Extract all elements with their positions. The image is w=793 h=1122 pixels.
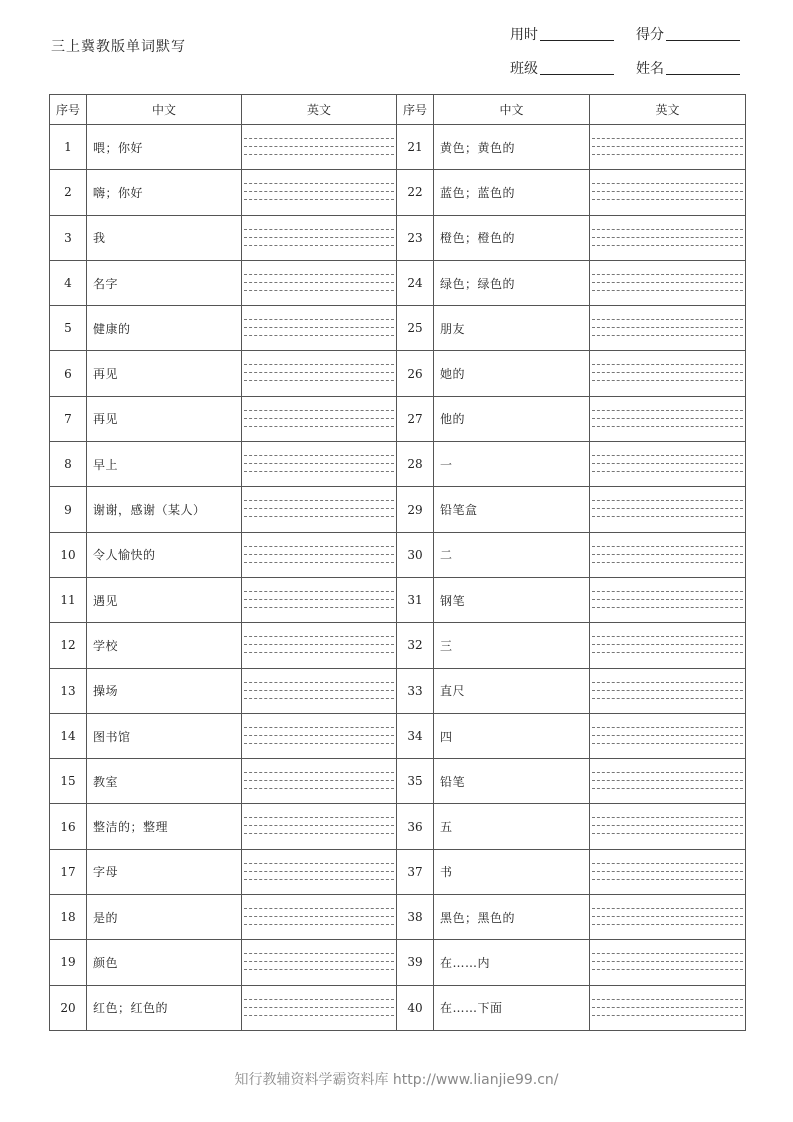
row-number-left: 7 [50, 396, 87, 441]
row-number-left: 8 [50, 442, 87, 487]
row-number-right: 27 [397, 396, 434, 441]
table-row [50, 577, 746, 622]
row-number-left: 5 [50, 306, 87, 351]
english-answer-left[interactable] [242, 623, 397, 668]
chinese-word-left: 喂；你好 [87, 125, 242, 170]
writing-guide-line [244, 599, 394, 600]
writing-guide-line [592, 237, 743, 238]
writing-guide-line [244, 682, 394, 683]
table-row [50, 668, 746, 713]
writing-guide-line [592, 508, 743, 509]
chinese-word-right: 他的 [434, 396, 590, 441]
row-number-right: 33 [397, 668, 434, 713]
english-answer-left[interactable] [242, 487, 397, 532]
row-number-left: 15 [50, 759, 87, 804]
row-number-right: 21 [397, 125, 434, 170]
table-row [50, 985, 746, 1030]
table-row [50, 849, 746, 894]
english-answer-left[interactable] [242, 260, 397, 305]
row-number-right: 38 [397, 895, 434, 940]
score-label: 得分 [636, 27, 664, 43]
time-label: 用时 [510, 27, 538, 43]
writing-guide-line [244, 319, 394, 320]
chinese-word-right: 在……内 [434, 940, 590, 985]
time-blank[interactable] [540, 39, 614, 41]
english-answer-right[interactable] [590, 623, 746, 668]
name-blank[interactable] [666, 73, 740, 75]
english-answer-left[interactable] [242, 577, 397, 622]
writing-guide-line [592, 682, 743, 683]
chinese-word-right: 一 [434, 442, 590, 487]
writing-guide-line [244, 743, 394, 744]
writing-guide-line [244, 274, 394, 275]
english-answer-right[interactable] [590, 759, 746, 804]
row-number-left: 17 [50, 849, 87, 894]
chinese-word-left: 我 [87, 215, 242, 260]
chinese-word-left: 嗨；你好 [87, 170, 242, 215]
writing-guide-line [244, 138, 394, 139]
english-answer-left[interactable] [242, 849, 397, 894]
writing-guide-line [244, 508, 394, 509]
english-answer-left[interactable] [242, 170, 397, 215]
writing-guide-line [592, 138, 743, 139]
writing-guide-line [592, 229, 743, 230]
writing-guide-line [592, 863, 743, 864]
table-row [50, 532, 746, 577]
chinese-word-right: 四 [434, 713, 590, 758]
writing-guide-line [244, 863, 394, 864]
english-answer-left[interactable] [242, 125, 397, 170]
writing-guide-line [592, 426, 743, 427]
writing-guide-line [592, 727, 743, 728]
writing-guide-line [244, 1015, 394, 1016]
writing-guide-line [592, 516, 743, 517]
writing-guide-line [592, 916, 743, 917]
writing-guide-line [244, 290, 394, 291]
chinese-word-left: 学校 [87, 623, 242, 668]
writing-guide-line [244, 372, 394, 373]
writing-guide-line [244, 735, 394, 736]
writing-guide-line [244, 426, 394, 427]
writing-guide-line [592, 772, 743, 773]
writing-guide-line [244, 229, 394, 230]
writing-guide-line [244, 780, 394, 781]
writing-guide-line [244, 953, 394, 954]
english-answer-right[interactable] [590, 713, 746, 758]
chinese-word-right: 黑色；黑色的 [434, 895, 590, 940]
writing-guide-line [592, 780, 743, 781]
row-number-left: 1 [50, 125, 87, 170]
chinese-word-right: 蓝色；蓝色的 [434, 170, 590, 215]
table-row [50, 125, 746, 170]
chinese-word-left: 操场 [87, 668, 242, 713]
writing-guide-line [592, 1007, 743, 1008]
writing-guide-line [244, 327, 394, 328]
writing-guide-line [592, 908, 743, 909]
row-number-left: 2 [50, 170, 87, 215]
writing-guide-line [592, 191, 743, 192]
chinese-word-right: 二 [434, 532, 590, 577]
writing-guide-line [244, 191, 394, 192]
class-blank[interactable] [540, 73, 614, 75]
chinese-word-left: 谢谢，感谢（某人） [87, 487, 242, 532]
writing-guide-line [592, 146, 743, 147]
table-row [50, 170, 746, 215]
row-number-left: 10 [50, 532, 87, 577]
table-row [50, 215, 746, 260]
writing-guide-line [592, 500, 743, 501]
writing-guide-line [244, 969, 394, 970]
chinese-word-left: 健康的 [87, 306, 242, 351]
col-header-index-right: 序号 [397, 95, 434, 125]
chinese-word-right: 直尺 [434, 668, 590, 713]
table-row [50, 351, 746, 396]
col-header-chinese-right: 中文 [434, 95, 590, 125]
row-number-left: 13 [50, 668, 87, 713]
writing-guide-line [244, 961, 394, 962]
english-answer-right[interactable] [590, 940, 746, 985]
writing-guide-line [244, 364, 394, 365]
english-answer-left[interactable] [242, 895, 397, 940]
writing-guide-line [592, 953, 743, 954]
writing-guide-line [244, 380, 394, 381]
writing-guide-line [592, 652, 743, 653]
writing-guide-line [592, 591, 743, 592]
writing-guide-line [592, 290, 743, 291]
writing-guide-line [244, 199, 394, 200]
col-header-english-right: 英文 [590, 95, 746, 125]
writing-guide-line [592, 636, 743, 637]
score-blank[interactable] [666, 39, 740, 41]
english-answer-left[interactable] [242, 396, 397, 441]
score-field [636, 24, 740, 44]
table-row [50, 804, 746, 849]
english-answer-left[interactable] [242, 668, 397, 713]
english-answer-right[interactable] [590, 985, 746, 1030]
writing-guide-line [592, 418, 743, 419]
class-label: 班级 [510, 61, 538, 77]
row-number-left: 14 [50, 713, 87, 758]
writing-guide-line [244, 237, 394, 238]
row-number-right: 22 [397, 170, 434, 215]
english-answer-left[interactable] [242, 532, 397, 577]
chinese-word-left: 教室 [87, 759, 242, 804]
english-answer-left[interactable] [242, 442, 397, 487]
chinese-word-left: 再见 [87, 351, 242, 396]
english-answer-right[interactable] [590, 170, 746, 215]
chinese-word-right: 五 [434, 804, 590, 849]
english-answer-left[interactable] [242, 713, 397, 758]
chinese-word-right: 三 [434, 623, 590, 668]
row-number-left: 12 [50, 623, 87, 668]
chinese-word-left: 整洁的；整理 [87, 804, 242, 849]
writing-guide-line [592, 245, 743, 246]
row-number-right: 35 [397, 759, 434, 804]
row-number-right: 40 [397, 985, 434, 1030]
writing-guide-line [244, 644, 394, 645]
writing-guide-line [244, 245, 394, 246]
chinese-word-left: 名字 [87, 260, 242, 305]
row-number-left: 11 [50, 577, 87, 622]
chinese-word-left: 红色；红色的 [87, 985, 242, 1030]
class-field [510, 58, 614, 78]
english-answer-right[interactable] [590, 895, 746, 940]
english-answer-right[interactable] [590, 306, 746, 351]
writing-guide-line [592, 410, 743, 411]
col-header-chinese-left: 中文 [87, 95, 242, 125]
writing-guide-line [592, 282, 743, 283]
writing-guide-line [592, 199, 743, 200]
row-number-left: 4 [50, 260, 87, 305]
vocab-table [49, 94, 746, 1031]
row-number-right: 37 [397, 849, 434, 894]
writing-guide-line [592, 743, 743, 744]
english-answer-right[interactable] [590, 260, 746, 305]
chinese-word-right: 铅笔 [434, 759, 590, 804]
writing-guide-line [592, 825, 743, 826]
footer-source: 知行教辅资料学霸资料库 http://www.lianjie99.cn/ [234, 1072, 559, 1088]
writing-guide-line [592, 154, 743, 155]
table-row [50, 442, 746, 487]
writing-guide-line [244, 698, 394, 699]
writing-guide-line [244, 516, 394, 517]
writing-guide-line [244, 690, 394, 691]
writing-guide-line [592, 183, 743, 184]
row-number-right: 28 [397, 442, 434, 487]
table-row [50, 487, 746, 532]
chinese-word-left: 再见 [87, 396, 242, 441]
writing-guide-line [592, 562, 743, 563]
row-number-right: 25 [397, 306, 434, 351]
english-answer-right[interactable] [590, 215, 746, 260]
writing-guide-line [244, 916, 394, 917]
name-label: 姓名 [636, 61, 664, 77]
chinese-word-left: 早上 [87, 442, 242, 487]
english-answer-left[interactable] [242, 215, 397, 260]
writing-guide-line [592, 327, 743, 328]
writing-guide-line [244, 833, 394, 834]
row-number-right: 30 [397, 532, 434, 577]
writing-guide-line [244, 825, 394, 826]
row-number-right: 34 [397, 713, 434, 758]
writing-guide-line [244, 282, 394, 283]
writing-guide-line [592, 372, 743, 373]
writing-guide-line [592, 817, 743, 818]
chinese-word-right: 铅笔盒 [434, 487, 590, 532]
writing-guide-line [244, 418, 394, 419]
writing-guide-line [592, 607, 743, 608]
row-number-left: 16 [50, 804, 87, 849]
row-number-right: 39 [397, 940, 434, 985]
writing-guide-line [592, 969, 743, 970]
writing-guide-line [244, 154, 394, 155]
english-answer-right[interactable] [590, 804, 746, 849]
writing-guide-line [592, 788, 743, 789]
writing-guide-line [244, 772, 394, 773]
english-answer-right[interactable] [590, 577, 746, 622]
row-number-left: 6 [50, 351, 87, 396]
writing-guide-line [244, 908, 394, 909]
english-answer-right[interactable] [590, 442, 746, 487]
row-number-left: 3 [50, 215, 87, 260]
row-number-right: 24 [397, 260, 434, 305]
writing-guide-line [592, 833, 743, 834]
chinese-word-right: 绿色；绿色的 [434, 260, 590, 305]
writing-guide-line [244, 500, 394, 501]
writing-guide-line [244, 636, 394, 637]
col-header-index-left: 序号 [50, 95, 87, 125]
row-number-right: 23 [397, 215, 434, 260]
table-row [50, 396, 746, 441]
english-answer-right[interactable] [590, 351, 746, 396]
writing-guide-line [244, 999, 394, 1000]
table-header-row [50, 95, 746, 125]
writing-guide-line [244, 652, 394, 653]
name-field [636, 58, 740, 78]
writing-guide-line [592, 546, 743, 547]
english-answer-left[interactable] [242, 351, 397, 396]
row-number-left: 18 [50, 895, 87, 940]
english-answer-right[interactable] [590, 396, 746, 441]
row-number-right: 32 [397, 623, 434, 668]
row-number-right: 26 [397, 351, 434, 396]
writing-guide-line [244, 879, 394, 880]
english-answer-right[interactable] [590, 487, 746, 532]
row-number-right: 29 [397, 487, 434, 532]
writing-guide-line [592, 1015, 743, 1016]
writing-guide-line [592, 364, 743, 365]
writing-guide-line [244, 183, 394, 184]
table-row [50, 759, 746, 804]
table-row [50, 940, 746, 985]
chinese-word-right: 在……下面 [434, 985, 590, 1030]
table-row [50, 623, 746, 668]
english-answer-left[interactable] [242, 985, 397, 1030]
writing-guide-line [244, 788, 394, 789]
chinese-word-left: 令人愉快的 [87, 532, 242, 577]
writing-guide-line [592, 924, 743, 925]
chinese-word-right: 钢笔 [434, 577, 590, 622]
chinese-word-right: 朋友 [434, 306, 590, 351]
chinese-word-right: 她的 [434, 351, 590, 396]
english-answer-left[interactable] [242, 759, 397, 804]
writing-guide-line [244, 554, 394, 555]
writing-guide-line [244, 1007, 394, 1008]
english-answer-right[interactable] [590, 849, 746, 894]
writing-guide-line [244, 924, 394, 925]
writing-guide-line [592, 455, 743, 456]
writing-guide-line [592, 554, 743, 555]
english-answer-right[interactable] [590, 125, 746, 170]
writing-guide-line [592, 599, 743, 600]
writing-guide-line [244, 146, 394, 147]
writing-guide-line [244, 727, 394, 728]
writing-guide-line [244, 871, 394, 872]
col-header-english-left: 英文 [242, 95, 397, 125]
chinese-word-right: 橙色；橙色的 [434, 215, 590, 260]
row-number-left: 19 [50, 940, 87, 985]
english-answer-right[interactable] [590, 532, 746, 577]
writing-guide-line [244, 410, 394, 411]
writing-guide-line [244, 546, 394, 547]
chinese-word-right: 书 [434, 849, 590, 894]
table-row [50, 713, 746, 758]
chinese-word-left: 颜色 [87, 940, 242, 985]
writing-guide-line [592, 335, 743, 336]
chinese-word-right: 黄色；黄色的 [434, 125, 590, 170]
writing-guide-line [592, 735, 743, 736]
time-field [510, 24, 614, 44]
chinese-word-left: 字母 [87, 849, 242, 894]
writing-guide-line [244, 455, 394, 456]
english-answer-left[interactable] [242, 940, 397, 985]
table-row [50, 260, 746, 305]
writing-guide-line [592, 274, 743, 275]
writing-guide-line [244, 335, 394, 336]
writing-guide-line [592, 319, 743, 320]
row-number-left: 20 [50, 985, 87, 1030]
row-number-left: 9 [50, 487, 87, 532]
writing-guide-line [592, 879, 743, 880]
writing-guide-line [244, 463, 394, 464]
row-number-right: 31 [397, 577, 434, 622]
english-answer-left[interactable] [242, 306, 397, 351]
writing-guide-line [592, 961, 743, 962]
writing-guide-line [592, 999, 743, 1000]
table-row [50, 306, 746, 351]
writing-guide-line [592, 380, 743, 381]
writing-guide-line [592, 690, 743, 691]
writing-guide-line [592, 871, 743, 872]
writing-guide-line [244, 607, 394, 608]
english-answer-right[interactable] [590, 668, 746, 713]
writing-guide-line [592, 644, 743, 645]
table-row [50, 895, 746, 940]
worksheet-title: 三上冀教版单词默写 [51, 39, 186, 55]
chinese-word-left: 图书馆 [87, 713, 242, 758]
writing-guide-line [592, 698, 743, 699]
chinese-word-left: 遇见 [87, 577, 242, 622]
writing-guide-line [592, 463, 743, 464]
writing-guide-line [592, 471, 743, 472]
writing-guide-line [244, 817, 394, 818]
writing-guide-line [244, 591, 394, 592]
row-number-right: 36 [397, 804, 434, 849]
english-answer-left[interactable] [242, 804, 397, 849]
writing-guide-line [244, 471, 394, 472]
chinese-word-left: 是的 [87, 895, 242, 940]
writing-guide-line [244, 562, 394, 563]
